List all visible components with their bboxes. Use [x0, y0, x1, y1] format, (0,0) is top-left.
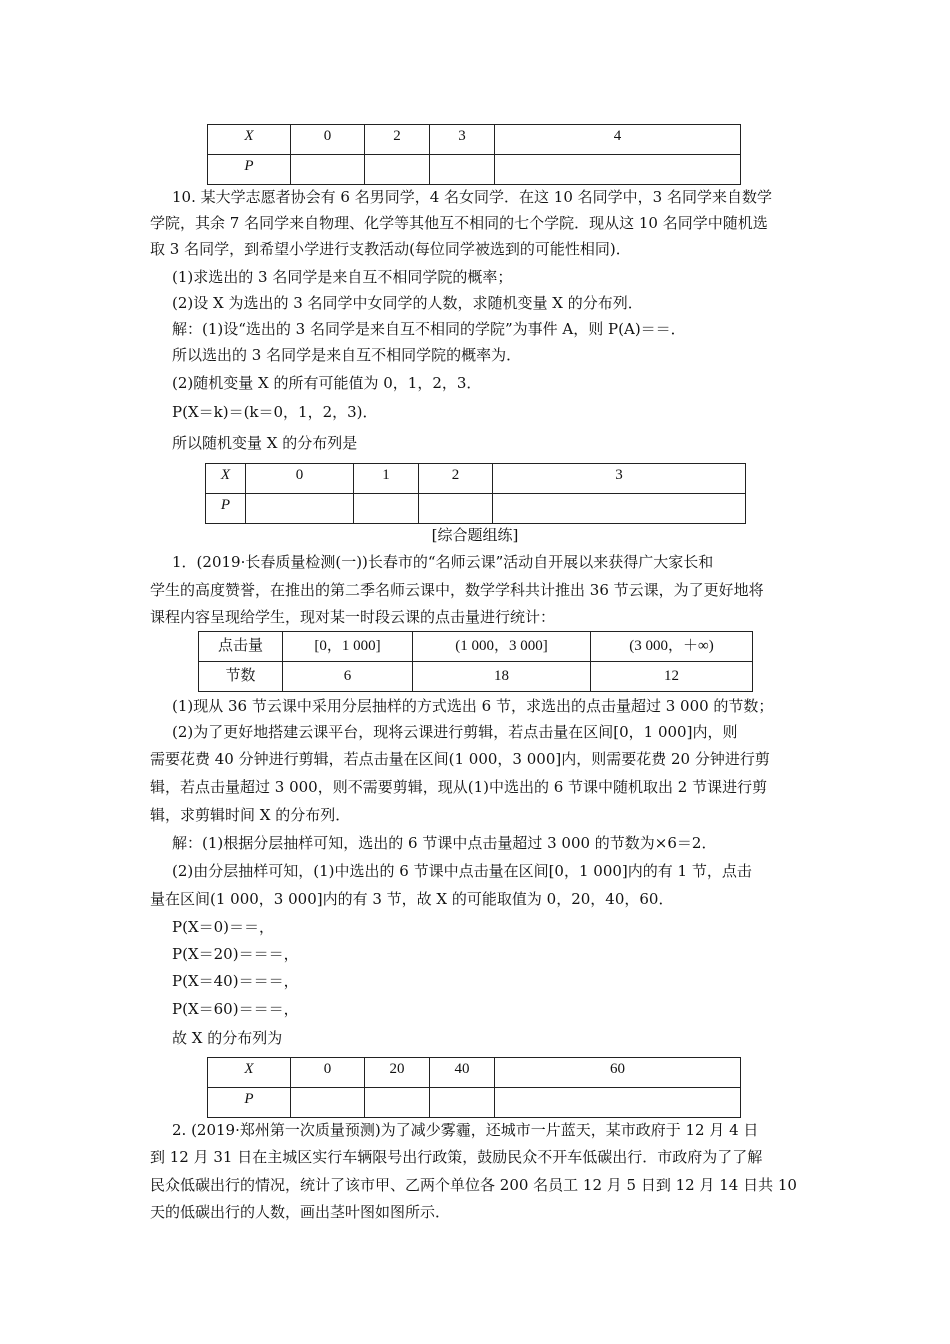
table-cell: 4 — [495, 125, 741, 155]
table-header-x: X — [206, 464, 246, 494]
problem1-line-4: 辑，若点击量超过 3 000，则不需要剪辑，现从(1)中选出的 6 节课中随机取出 2 节课进行剪 — [150, 778, 768, 796]
problem1-line-7: (2)由分层抽样可知，(1)中选出的 6 节课中点击量在区间[0，1 000]内的有 1 节，点击 — [172, 862, 752, 880]
table-cell: 12 — [591, 662, 753, 692]
table-cell: 0 — [291, 125, 365, 155]
problem1-line-2: (2)为了更好地搭建云课平台，现将云课进行剪辑，若点击量在区间[0，1 000]内，则 — [172, 723, 738, 741]
table-cell — [495, 1088, 741, 1118]
table-cell — [493, 494, 746, 524]
table-cell — [291, 1088, 365, 1118]
table-cell: [0，1 000] — [283, 632, 413, 662]
table-cell: 0 — [291, 1058, 365, 1088]
problem1-line-3: 需要花费 40 分钟进行剪辑，若点击量在区间(1 000，3 000]内，则需要花费 20 分钟进行剪 — [150, 750, 770, 768]
problem1-line-5: 辑，求剪辑时间 X 的分布列． — [150, 806, 351, 824]
table-header-p: P — [208, 155, 291, 185]
distribution-table-1 — [207, 124, 741, 185]
table-cell — [291, 155, 365, 185]
problem10-line-1: 10. 某大学志愿者协会有 6 名男同学，4 名女同学．在这 10 名同学中，3 名同学来自数学 — [172, 188, 772, 206]
problem10-line-7: 所以选出的 3 名同学是来自互不相同学院的概率为． — [172, 346, 522, 364]
table-cell: 1 — [354, 464, 419, 494]
click-count-table — [198, 631, 753, 692]
problem1-line-8: 量在区间(1 000，3 000]内的有 3 节，故 X 的可能取值为 0，20，40，60． — [150, 890, 674, 908]
problem10-line-4: (1)求选出的 3 名同学是来自互不相同学院的概率； — [172, 268, 513, 286]
table-cell: 6 — [283, 662, 413, 692]
table-row-label: 节数 — [199, 662, 283, 692]
problem10-line-9: P(X＝k)＝(k＝0，1，2，3)． — [172, 403, 378, 421]
problem1-intro-1: 1．(2019·长春质量检测(一))长春市的“名师云课”活动自开展以来获得广大家长和 — [172, 553, 714, 571]
problem1-line-10: P(X＝20)＝＝＝， — [172, 945, 299, 963]
table-cell — [246, 494, 354, 524]
table-cell: 18 — [413, 662, 591, 692]
table-cell — [354, 494, 419, 524]
problem10-line-6: 解：(1)设“选出的 3 名同学是来自互不相同的学院”为事件 A，则 P(A)＝＝． — [172, 320, 686, 338]
table-cell: 20 — [365, 1058, 430, 1088]
problem1-line-6: 解：(1)根据分层抽样可知，选出的 6 节课中点击量超过 3 000 的节数为×6＝2． — [172, 834, 717, 852]
problem1-line-9: P(X＝0)＝＝， — [172, 918, 275, 936]
table-header-p: P — [208, 1088, 291, 1118]
table-cell — [430, 155, 495, 185]
problem1-line-11: P(X＝40)＝＝＝， — [172, 972, 299, 990]
table-cell — [365, 1088, 430, 1118]
problem2-line-1: 2. (2019·郑州第一次质量预测)为了减少雾霾，还城市一片蓝天，某市政府于 12 月 4 日 — [172, 1121, 759, 1139]
problem1-line-12: P(X＝60)＝＝＝， — [172, 1000, 299, 1018]
table-cell — [495, 155, 741, 185]
problem1-intro-3: 课程内容呈现给学生，现对某一时段云课的点击量进行统计： — [150, 608, 556, 626]
table-cell: (1 000，3 000] — [413, 632, 591, 662]
problem1-line-13: 故 X 的分布列为 — [172, 1029, 283, 1047]
table-cell: 2 — [419, 464, 493, 494]
problem10-line-3: 取 3 名同学，到希望小学进行支教活动(每位同学被选到的可能性相同)． — [150, 240, 631, 258]
distribution-table-2 — [205, 463, 746, 524]
problem1-line-1: (1)现从 36 节云课中采用分层抽样的方式选出 6 节，求选出的点击量超过 3 000 的节数； — [172, 697, 774, 715]
table-cell: 60 — [495, 1058, 741, 1088]
section-title: [综合题组练] — [431, 526, 519, 544]
problem2-line-4: 天的低碳出行的人数，画出茎叶图如图所示． — [150, 1203, 451, 1221]
table-header-p: P — [206, 494, 246, 524]
problem2-line-3: 民众低碳出行的情况，统计了该市甲、乙两个单位各 200 名员工 12 月 5 日到 12 月 14 日共 10 — [150, 1176, 797, 1194]
table-cell: 40 — [430, 1058, 495, 1088]
problem10-line-2: 学院，其余 7 名同学来自物理、化学等其他互不相同的七个学院．现从这 10 名同学中随机选 — [150, 214, 768, 232]
table-cell: 0 — [246, 464, 354, 494]
table-cell — [430, 1088, 495, 1118]
table-cell: 2 — [365, 125, 430, 155]
table-cell: 3 — [430, 125, 495, 155]
problem2-line-2: 到 12 月 31 日在主城区实行车辆限号出行政策，鼓励民众不开车低碳出行．市政府为了了解 — [150, 1148, 763, 1166]
table-header-x: X — [208, 125, 291, 155]
table-row-label: 点击量 — [199, 632, 283, 662]
table-cell: (3 000，＋∞) — [591, 632, 753, 662]
table-cell — [365, 155, 430, 185]
table-cell — [419, 494, 493, 524]
problem1-intro-2: 学生的高度赞誉，在推出的第二季名师云课中，数学学科共计推出 36 节云课，为了更好地将 — [150, 581, 764, 599]
table-cell: 3 — [493, 464, 746, 494]
table-header-x: X — [208, 1058, 291, 1088]
problem10-line-10: 所以随机变量 X 的分布列是 — [172, 434, 358, 452]
problem10-line-8: (2)随机变量 X 的所有可能值为 0，1，2，3． — [172, 374, 482, 392]
problem10-line-5: (2)设 X 为选出的 3 名同学中女同学的人数，求随机变量 X 的分布列． — [172, 294, 643, 312]
distribution-table-3 — [207, 1057, 741, 1118]
